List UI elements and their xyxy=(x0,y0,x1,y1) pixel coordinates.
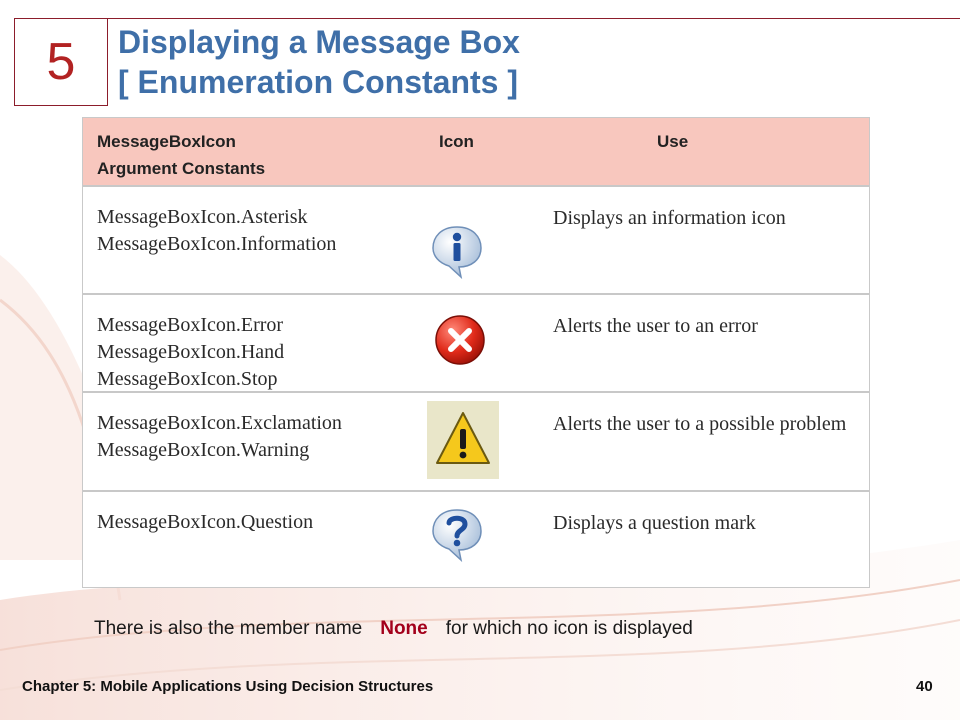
slide-title-line-1: Displaying a Message Box xyxy=(118,24,520,60)
row-use: Alerts the user to a possible problem xyxy=(553,413,847,435)
constant-name: MessageBoxIcon.Warning xyxy=(97,439,310,461)
table-row xyxy=(83,391,869,490)
table-row xyxy=(83,185,869,293)
row-use: Alerts the user to an error xyxy=(553,315,758,337)
constant-name: MessageBoxIcon.Asterisk xyxy=(97,206,308,228)
header-constants-line-1: MessageBoxIcon xyxy=(97,132,236,151)
constant-name: MessageBoxIcon.Information xyxy=(97,233,337,255)
footer-chapter-title: Chapter 5: Mobile Applications Using Decision Structures xyxy=(22,678,434,695)
slide-title xyxy=(118,22,520,102)
page-number: 40 xyxy=(916,678,933,695)
footnote-suffix: for which no icon is displayed xyxy=(445,618,693,639)
constant-name: MessageBoxIcon.Exclamation xyxy=(97,412,342,434)
constant-name: MessageBoxIcon.Question xyxy=(97,511,314,533)
row-constants xyxy=(97,509,313,536)
constant-name: MessageBoxIcon.Error xyxy=(97,314,284,336)
header-use: Use xyxy=(657,132,689,151)
table-row xyxy=(83,490,869,587)
footnote-prefix: There is also the member name xyxy=(94,618,363,639)
chapter-number-box xyxy=(14,18,108,106)
row-use: Displays a question mark xyxy=(553,512,756,534)
footnote-highlight: None xyxy=(380,618,428,639)
icon-constants-table xyxy=(82,117,870,588)
constant-name: MessageBoxIcon.Hand xyxy=(97,341,285,363)
row-use: Displays an information icon xyxy=(553,207,786,229)
information-icon xyxy=(429,223,485,284)
warning-icon xyxy=(427,401,499,484)
header-icon: Icon xyxy=(439,132,474,151)
constant-name: MessageBoxIcon.Stop xyxy=(97,368,278,390)
footnote xyxy=(94,618,693,640)
chapter-number: 5 xyxy=(46,33,76,91)
table-header xyxy=(83,118,869,185)
table-row xyxy=(83,293,869,391)
question-icon xyxy=(429,506,485,567)
row-constants xyxy=(97,312,284,393)
row-constants xyxy=(97,204,336,258)
header-constants xyxy=(97,128,265,182)
header-constants-line-2: Argument Constants xyxy=(97,159,266,178)
slide-title-line-2: [ Enumeration Constants ] xyxy=(118,64,519,100)
row-constants xyxy=(97,410,342,464)
error-icon xyxy=(433,313,487,372)
top-divider xyxy=(106,18,960,19)
